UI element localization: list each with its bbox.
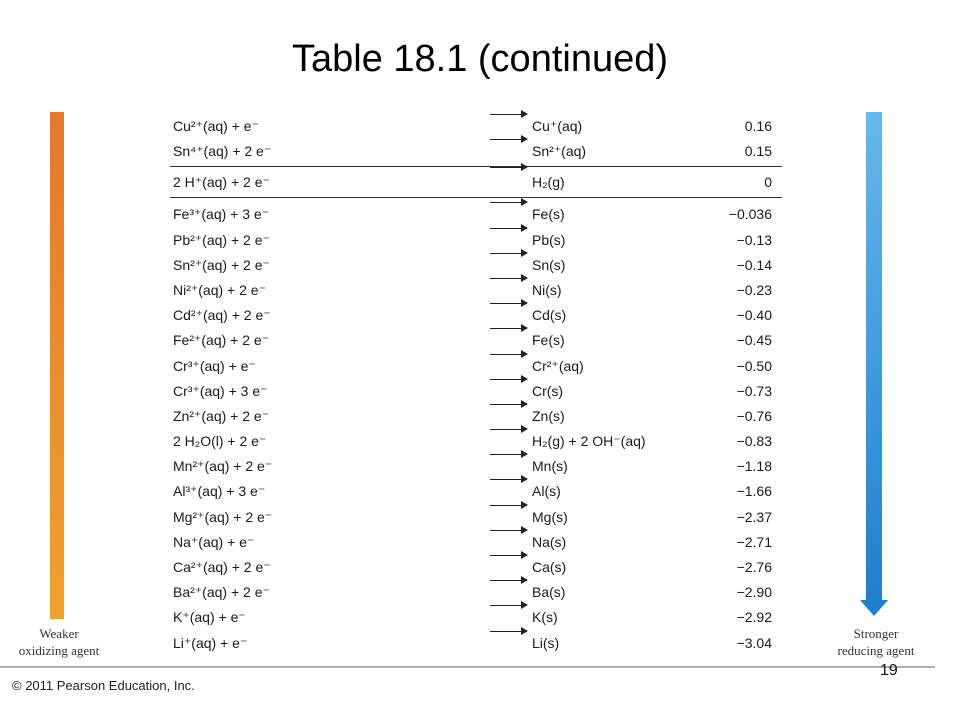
standard-potential: 0.15 [744, 143, 772, 160]
reactant-half: Cu²⁺(aq) + e⁻ [173, 118, 259, 134]
slide-title: Table 18.1 (continued) [291, 38, 669, 80]
product-half: Cu⁺(aq) [532, 118, 583, 134]
table-row [170, 530, 782, 555]
product-half: Li(s) [532, 634, 560, 651]
arrow-down-icon [860, 600, 888, 616]
reactant-half: Pb²⁺(aq) + 2 e⁻ [173, 231, 270, 248]
footer-divider [0, 666, 935, 668]
product-half: K(s) [532, 609, 558, 626]
right-label-line2: reducing agent [837, 643, 915, 658]
reactant-half: Cd²⁺(aq) + 2 e⁻ [173, 307, 271, 324]
standard-potential: −1.18 [736, 458, 772, 475]
product-half: Ni(s) [532, 281, 562, 298]
table-row [170, 228, 782, 253]
standard-potential: −2.37 [736, 508, 772, 525]
table-row [170, 631, 782, 656]
product-half: Zn(s) [532, 407, 565, 424]
left-label-line1: Weaker [39, 626, 79, 641]
standard-potential: −0.14 [736, 256, 772, 273]
table-row [170, 253, 782, 278]
table-row [170, 166, 782, 198]
reactant-half: Na⁺(aq) + e⁻ [173, 533, 255, 550]
standard-potential: −2.92 [736, 609, 772, 626]
product-half: H₂(g) + 2 OH⁻(aq) [532, 433, 646, 450]
standard-potential: 0 [764, 174, 772, 191]
page-number: 19 [880, 662, 898, 679]
reactant-half: Ni²⁺(aq) + 2 e⁻ [173, 281, 266, 298]
product-half: Ca(s) [532, 559, 567, 575]
reactant-half: 2 H₂O(l) + 2 e⁻ [173, 433, 267, 450]
reactant-half: Al³⁺(aq) + 3 e⁻ [173, 483, 266, 500]
left-axis-label [0, 625, 118, 659]
reactant-half: Fe³⁺(aq) + 3 e⁻ [173, 206, 270, 223]
product-half: Mn(s) [532, 458, 568, 475]
reactant-half: Ba²⁺(aq) + 2 e⁻ [173, 584, 270, 601]
product-half: Fe(s) [532, 332, 565, 349]
product-half: Na(s) [532, 533, 567, 550]
table-row [170, 139, 782, 164]
reactant-half: Sn²⁺(aq) + 2 e⁻ [173, 256, 270, 273]
table-row [170, 328, 782, 353]
left-label-line2: oxidizing agent [18, 643, 100, 658]
standard-potential: −2.90 [736, 584, 772, 601]
standard-potential: −0.73 [736, 382, 772, 399]
product-half: Sn²⁺(aq) [532, 143, 587, 160]
product-half: Al(s) [532, 483, 561, 500]
reactant-half: Mn²⁺(aq) + 2 e⁻ [173, 458, 273, 475]
table-row [170, 429, 782, 454]
product-half: Cr²⁺(aq) [532, 357, 584, 374]
product-half: Sn(s) [532, 256, 566, 273]
reactant-half: Cr³⁺(aq) + e⁻ [173, 357, 256, 374]
table-row [170, 202, 782, 227]
reduction-potentials-table [170, 114, 782, 656]
product-half: Ba(s) [532, 584, 566, 601]
standard-potential: −0.23 [736, 281, 772, 298]
copyright-notice: © 2011 Pearson Education, Inc. [12, 678, 195, 693]
table-row [170, 303, 782, 328]
standard-potential: −3.04 [736, 634, 772, 651]
table-row [170, 605, 782, 630]
product-half: Pb(s) [532, 231, 566, 248]
table-row [170, 580, 782, 605]
reactant-half: Sn⁴⁺(aq) + 2 e⁻ [173, 143, 272, 160]
product-half: Mg(s) [532, 508, 568, 525]
standard-potential: 0.16 [744, 118, 772, 134]
table-row [170, 354, 782, 379]
reactant-half: Cr³⁺(aq) + 3 e⁻ [173, 382, 268, 399]
reactant-half: Mg²⁺(aq) + 2 e⁻ [173, 508, 273, 525]
reactant-half: K⁺(aq) + e⁻ [173, 609, 246, 626]
right-label-line1: Stronger [853, 626, 899, 641]
product-half: Cr(s) [532, 382, 564, 399]
product-half: Cd(s) [532, 307, 567, 324]
reactant-half: Ca²⁺(aq) + 2 e⁻ [173, 559, 271, 575]
table-row [170, 379, 782, 404]
reactant-half: Li⁺(aq) + e⁻ [173, 634, 248, 651]
table-row [170, 114, 782, 139]
standard-potential: −2.76 [736, 559, 772, 575]
right-axis-label [822, 625, 930, 659]
standard-potential: −0.036 [728, 206, 772, 223]
standard-potential: −2.71 [736, 533, 772, 550]
standard-potential: −0.83 [736, 433, 772, 450]
product-half: H₂(g) [532, 174, 565, 191]
table-row [170, 555, 782, 580]
table-row [170, 278, 782, 303]
reactant-half: 2 H⁺(aq) + 2 e⁻ [173, 174, 270, 191]
product-half: Fe(s) [532, 206, 565, 223]
standard-potential: −0.76 [736, 407, 772, 424]
standard-potential: −0.13 [736, 231, 772, 248]
table-row [170, 404, 782, 429]
standard-potential: −0.45 [736, 332, 772, 349]
reactant-half: Zn²⁺(aq) + 2 e⁻ [173, 407, 270, 424]
standard-potential: −0.50 [736, 357, 772, 374]
weaker-oxidizing-agent-arrow [50, 112, 64, 619]
standard-potential: −1.66 [736, 483, 772, 500]
standard-potential: −0.40 [736, 307, 772, 324]
stronger-reducing-agent-arrow [866, 112, 882, 602]
table-row [170, 505, 782, 530]
table-row [170, 479, 782, 504]
table-row [170, 454, 782, 479]
reactant-half: Fe²⁺(aq) + 2 e⁻ [173, 332, 270, 349]
